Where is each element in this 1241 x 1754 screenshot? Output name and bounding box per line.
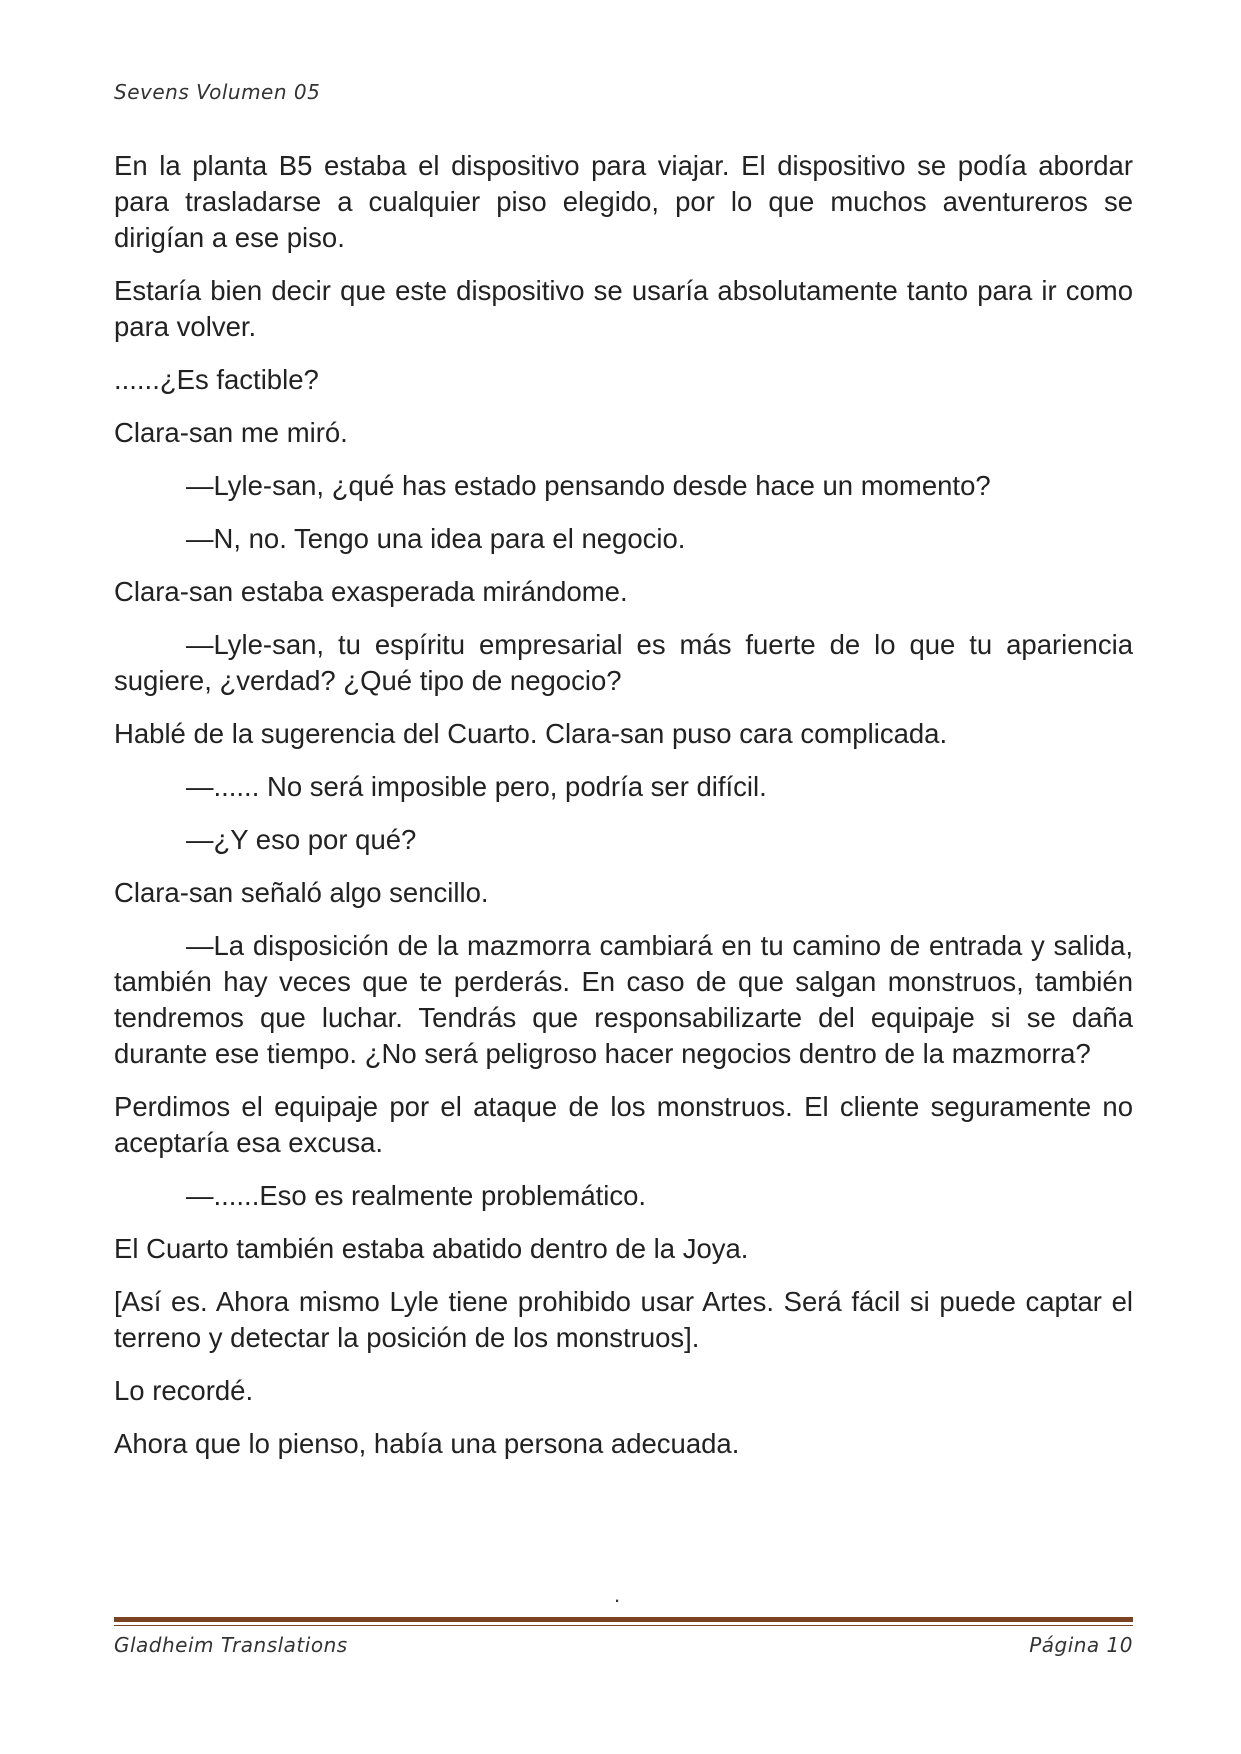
paragraph-10: [Así es. Ahora mismo Lyle tiene prohibido usar Artes. Será fácil si puede captar el terreno y detectar la posición de los monstruos]. xyxy=(114,1286,1133,1353)
paragraph-3: ......¿Es factible? xyxy=(114,364,319,395)
dialog-6: —La disposición de la mazmorra cambiará en tu camino de entrada y salida, también hay veces que te perderás. En caso de que salgan monstruos, también tendremos que luchar. Tendrás que responsabilizarte del equipaje si se daña durante ese tiempo. ¿No será peligroso hacer negocios dentro de la mazmorra? xyxy=(114,930,1133,1069)
page-body xyxy=(114,148,1133,1479)
paragraph-11: Lo recordé. xyxy=(114,1375,254,1406)
footer-publisher: Gladheim Translations xyxy=(114,1633,348,1657)
dialog-1: —Lyle-san, ¿qué has estado pensando desde hace un momento? xyxy=(186,470,991,501)
dialog-5: —¿Y eso por qué? xyxy=(186,824,417,855)
paragraph-5: Clara-san estaba exasperada mirándome. xyxy=(114,576,628,607)
paragraph-2: Estaría bien decir que este dispositivo se usaría absolutamente tanto para ir como para volver. xyxy=(114,275,1133,342)
paragraph-9: El Cuarto también estaba abatido dentro de la Joya. xyxy=(114,1233,749,1264)
dialog-2: —N, no. Tengo una idea para el negocio. xyxy=(186,523,686,554)
paragraph-12: Ahora que lo pienso, había una persona adecuada. xyxy=(114,1428,740,1459)
dialog-7: —......Eso es realmente problemático. xyxy=(186,1180,647,1211)
footer-rule xyxy=(114,1617,1133,1622)
footer-center-mark: . xyxy=(614,1582,621,1607)
paragraph-8: Perdimos el equipaje por el ataque de los monstruos. El cliente seguramente no aceptaría esa excusa. xyxy=(114,1091,1133,1158)
paragraph-1: En la planta B5 estaba el dispositivo para viajar. El dispositivo se podía abordar para trasladarse a cualquier piso elegido, por lo que muchos aventureros se dirigían a ese piso. xyxy=(114,150,1133,253)
footer-rule-thin xyxy=(114,1625,1133,1626)
dialog-4: —...... No será imposible pero, podría ser difícil. xyxy=(186,771,767,802)
paragraph-4: Clara-san me miró. xyxy=(114,417,348,448)
running-header: Sevens Volumen 05 xyxy=(114,80,321,104)
dialog-3: —Lyle-san, tu espíritu empresarial es más fuerte de lo que tu apariencia sugiere, ¿verdad? ¿Qué tipo de negocio? xyxy=(114,629,1133,696)
footer-page-number: Página 10 xyxy=(1029,1633,1133,1657)
paragraph-7: Clara-san señaló algo sencillo. xyxy=(114,877,489,908)
paragraph-6: Hablé de la sugerencia del Cuarto. Clara-san puso cara complicada. xyxy=(114,718,948,749)
